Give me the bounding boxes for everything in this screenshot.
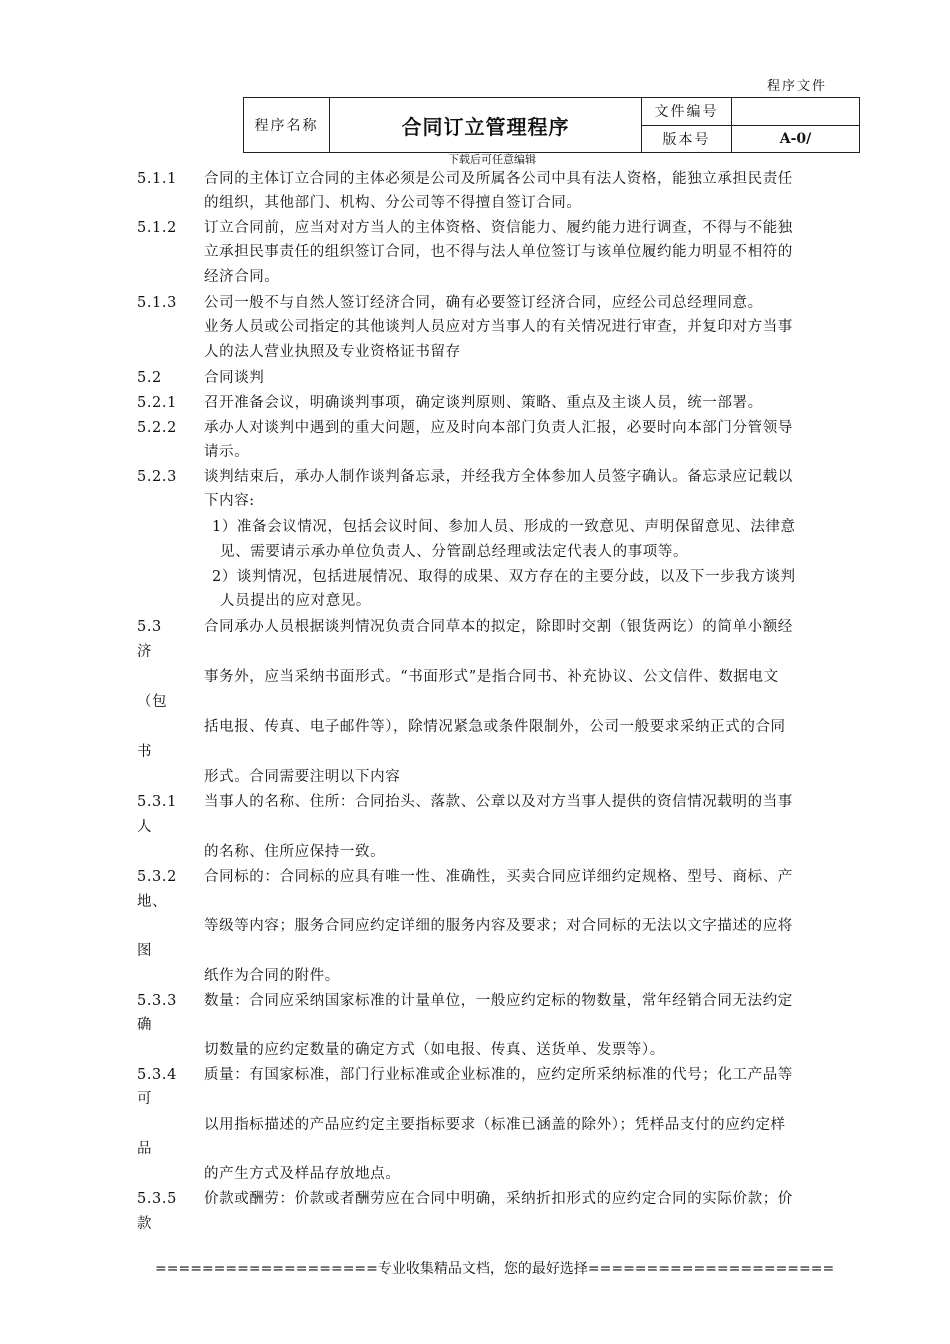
clause-text: 的产生方式及样品存放地点。 [204,1166,401,1182]
clause-number: 5.2.2 [137,420,177,436]
clause-text: 的组织，其他部门、机构、分公司等不得擅自签订合同。 [204,195,582,211]
download-note: 下载后可任意编辑 [448,153,536,166]
clause-text: 谈判结束后，承办人制作谈判备忘录，并经我方全体参加人员签字确认。备忘录应记载以 [204,469,793,485]
clause-number: 5.2.3 [137,469,177,485]
clause-number: 5.3.4 [137,1067,177,1083]
clause-number: 5.2.1 [137,395,177,411]
clause-text: 见、需要请示承办单位负责人、分管副总经理或法定代表人的事项等。 [220,544,689,560]
document-type-label: 程序文件 [767,79,828,94]
version-value: A-0/ [732,125,860,153]
clause-number: 济 [137,644,153,660]
clause-text: 请示。 [204,444,250,460]
clause-text: 价款或酬劳：价款或者酬劳应在合同中明确，采纳折扣形式的应约定合同的实际价款；价 [204,1191,793,1207]
clause-text: 的名称、住所应保持一致。 [204,844,386,860]
document-header-table [243,97,860,153]
clause-text: 1）准备会议情况，包括会议时间、参加人员、形成的一致意见、声明保留意见、法律意 [212,519,796,535]
procedure-name-label: 程序名称 [244,98,330,153]
clause-number: 5.3.3 [137,993,177,1009]
clause-number: 书 [137,744,153,760]
clause-number: 5.3.1 [137,794,177,810]
clause-number: 5.3.5 [137,1191,177,1207]
clause-text: 召开准备会议，明确谈判事项，确定谈判原则、策略、重点及主谈人员，统一部署。 [204,395,763,411]
doc-number-value [732,98,860,126]
clause-text: 质量：有国家标准，部门行业标准或企业标准的，应约定所采纳标准的代号；化工产品等 [204,1067,793,1083]
clause-number: 可 [137,1091,153,1107]
clause-number: 5.3 [137,619,162,635]
clause-text: 公司一般不与自然人签订经济合同，确有必要签订经济合同，应经公司总经理同意。 [204,295,763,311]
version-label: 版本号 [642,125,732,153]
clause-number: 5.2 [137,370,162,386]
clause-number: 5.3.2 [137,869,177,885]
clause-text: 下内容: [204,493,255,509]
clause-number: 地、 [137,894,168,910]
clause-text: 括电报、传真、电子邮件等），除情况紧急或条件限制外，公司一般要求采纳正式的合同 [204,719,786,735]
clause-text: 以用指标描述的产品应约定主要指标要求（标准已涵盖的除外）；凭样品支付的应约定样 [204,1117,786,1133]
clause-number: 品 [137,1141,153,1157]
clause-number: 款 [137,1216,153,1232]
clause-text: 等级等内容；服务合同应约定详细的服务内容及要求；对合同标的无法以文字描述的应将 [204,918,793,934]
clause-number: 确 [137,1017,153,1033]
clause-text: 立承担民事责任的组织签订合同，也不得与法人单位签订与该单位履约能力明显不相符的 [204,244,793,260]
clause-text: 承办人对谈判中遇到的重大问题，应及时向本部门负责人汇报，必要时向本部门分管领导 [204,420,793,436]
clause-text: 人的法人营业执照及专业资格证书留存 [204,344,461,360]
clause-text: 合同的主体订立合同的主体必须是公司及所属各公司中具有法人资格，能独立承担民责任 [204,171,793,187]
clause-text: 形式。合同需要注明以下内容 [204,769,401,785]
clause-text: 当事人的名称、住所：合同抬头、落款、公章以及对方当事人提供的资信情况载明的当事 [204,794,793,810]
clause-text: 业务人员或公司指定的其他谈判人员应对方当事人的有关情况进行审查，并复印对方当事 [204,319,793,335]
clause-text: 切数量的应约定数量的确定方式（如电报、传真、送货单、发票等）。 [204,1042,665,1058]
clause-number: 5.1.3 [137,295,177,311]
clause-text: 人员提出的应对意见。 [220,593,371,609]
clause-number: 人 [137,819,153,835]
doc-number-label: 文件编号 [642,98,732,126]
clause-text: 事务外，应当采纳书面形式。“书面形式”是指合同书、补充协议、公文信件、数据电文 [204,669,779,685]
clause-text: 合同标的：合同标的应具有唯一性、准确性，买卖合同应详细约定规格、型号、商标、产 [204,869,793,885]
clause-text: 纸作为合同的附件。 [204,968,340,984]
clause-number: 5.1.2 [137,220,177,236]
clause-text: 订立合同前，应当对对方当人的主体资格、资信能力、履约能力进行调查，不得与不能独 [204,220,793,236]
clause-text: 2）谈判情况，包括进展情况、取得的成果、双方存在的主要分歧，以及下一步我方谈判 [212,569,796,585]
clause-number: 5.1.1 [137,171,177,187]
clause-number: 图 [137,943,153,959]
procedure-title: 合同订立管理程序 [330,98,642,153]
footer-banner: ===================专业收集精品文档，您的最好选择===================== [155,1261,835,1277]
clause-text: 合同谈判 [204,370,265,386]
clause-text: 数量：合同应采纳国家标准的计量单位，一般应约定标的物数量，常年经销合同无法约定 [204,993,793,1009]
clause-text: 合同承办人员根据谈判情况负责合同草本的拟定，除即时交割（银货两讫）的简单小额经 [204,619,793,635]
clause-text: 经济合同。 [204,269,280,285]
clause-number: （包 [137,694,168,710]
